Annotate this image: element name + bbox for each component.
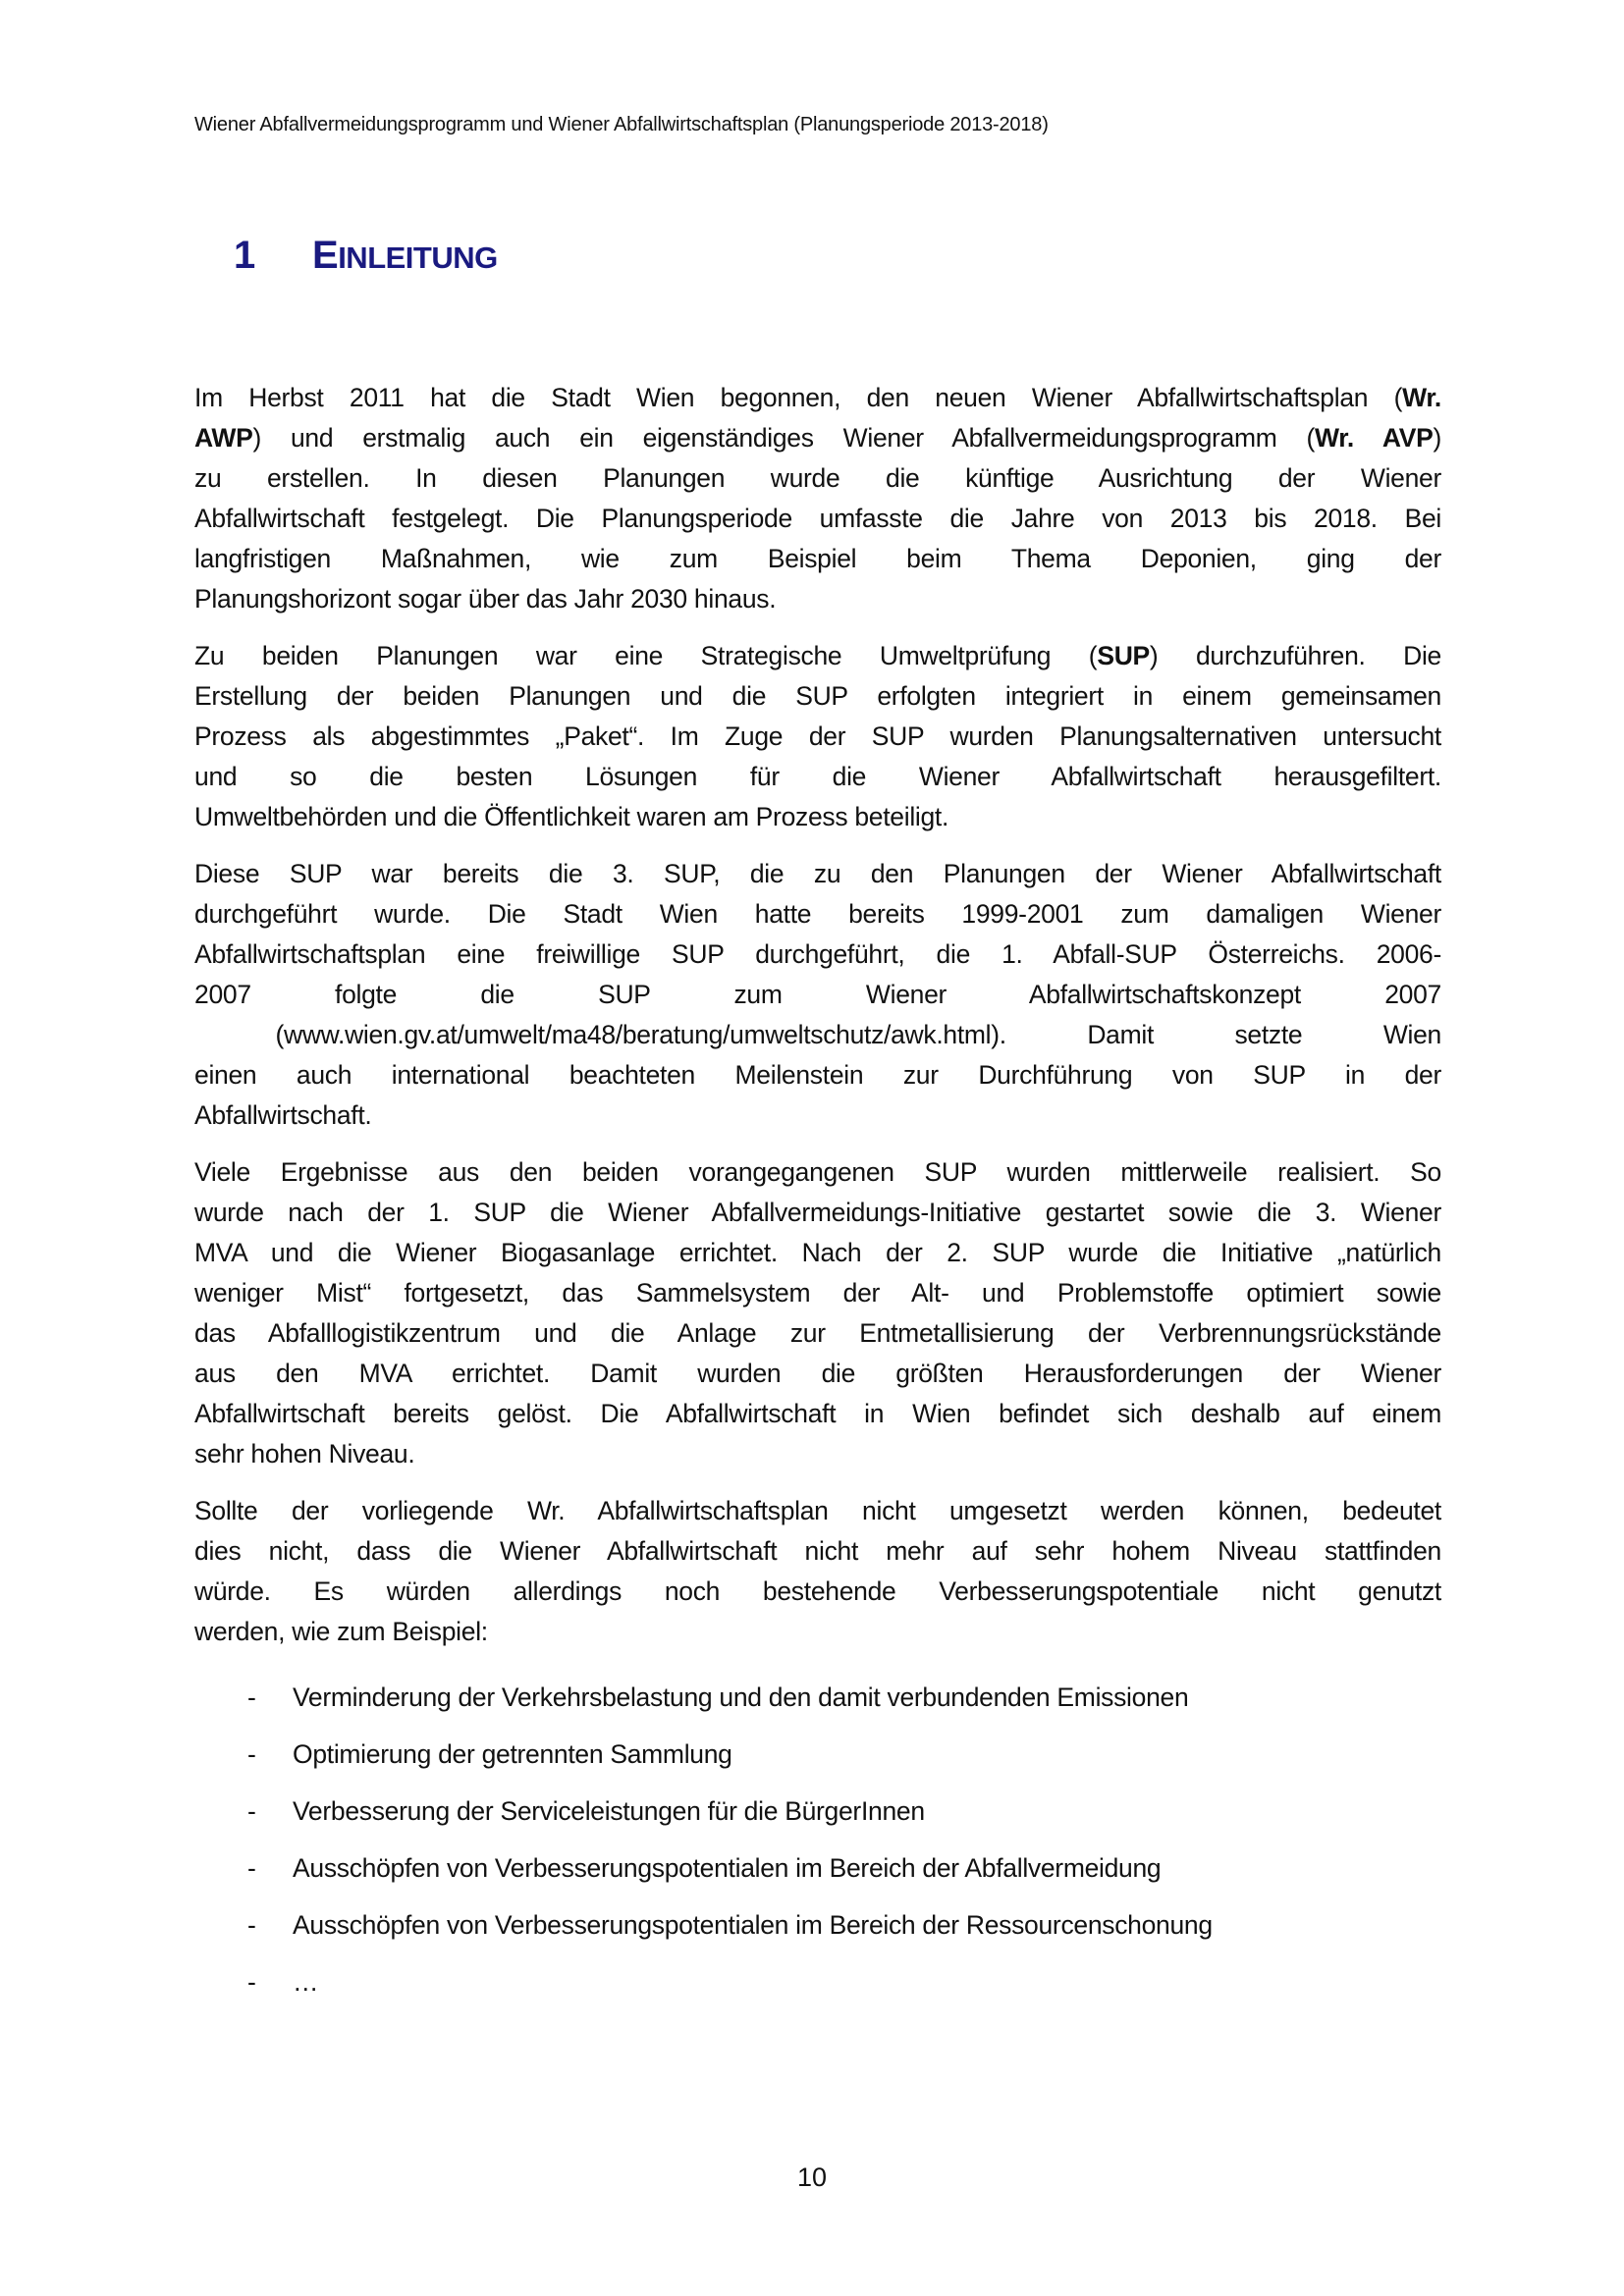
bullet-marker: - [247,1853,256,1883]
list-item [194,1726,1441,1783]
section-heading [234,234,498,278]
list-item-text: Optimierung der getrennten Sammlung [293,1739,732,1769]
paragraph-line: Im Herbst 2011 hat die Stadt Wien begonnen, den neuen Wiener Abfallwirtschaftsplan (Wr. [194,383,1441,412]
paragraph-line: sehr hohen Niveau. [194,1439,415,1468]
bullet-marker: - [247,1739,256,1769]
list-item-text: … [293,1967,319,1997]
bullet-marker: - [247,1796,256,1826]
bullet-marker: - [247,1910,256,1940]
paragraph-line: das Abfalllogistikzentrum und die Anlage zur Entmetallisierung der Verbrennungsrückstände [194,1318,1441,1348]
paragraph-line: MVA und die Wiener Biogasanlage errichtet. Nach der 2. SUP wurde die Initiative „natürlich [194,1238,1441,1267]
paragraph-line: und so die besten Lösungen für die Wiener Abfallwirtschaft herausgefiltert. [194,762,1441,791]
paragraph-line: weniger Mist“ fortgesetzt, das Sammelsystem der Alt- und Problemstoffe optimiert sowie [194,1278,1441,1308]
paragraph-line: Abfallwirtschaftsplan eine freiwillige SUP durchgeführt, die 1. Abfall-SUP Österreichs. 2006- [194,939,1441,969]
paragraph-line: Abfallwirtschaft festgelegt. Die Planungsperiode umfasste die Jahre von 2013 bis 2018. Bei [194,504,1441,533]
list-item [194,1669,1441,1726]
paragraph [194,854,1441,1136]
paragraph-line: zu erstellen. In diesen Planungen wurde die künftige Ausrichtung der Wiener [194,463,1441,493]
paragraph [194,1491,1441,1652]
paragraph-line: Prozess als abgestimmtes „Paket“. Im Zuge der SUP wurden Planungsalternativen untersucht [194,721,1441,751]
list-item [194,1840,1441,1896]
list-item [194,1953,1441,2010]
paragraph-line: 2007 folgte die SUP zum Wiener Abfallwirtschaftskonzept 2007 [194,980,1441,1009]
paragraph-line: einen auch international beachteten Meilenstein zur Durchführung von SUP in der [194,1060,1441,1090]
paragraph-line: Sollte der vorliegende Wr. Abfallwirtschaftsplan nicht umgesetzt werden können, bedeutet [194,1496,1441,1525]
list-item-text: Verminderung der Verkehrsbelastung und den damit verbundenden Emissionen [293,1682,1189,1712]
body-text [194,378,1441,2010]
paragraph [194,378,1441,619]
paragraph-line: Abfallwirtschaft bereits gelöst. Die Abfallwirtschaft in Wien befindet sich deshalb auf einem [194,1399,1441,1428]
paragraph-line: dies nicht, dass die Wiener Abfallwirtschaft nicht mehr auf sehr hohem Niveau stattfinden [194,1536,1441,1566]
paragraph-line: Planungshorizont sogar über das Jahr 2030 hinaus. [194,584,777,614]
bullet-list [194,1669,1441,2010]
paragraph-line: Zu beiden Planungen war eine Strategische Umweltprüfung (SUP) durchzuführen. Die [194,641,1441,670]
paragraph-line: Diese SUP war bereits die 3. SUP, die zu den Planungen der Wiener Abfallwirtschaft [194,859,1441,888]
paragraph-line: durchgeführt wurde. Die Stadt Wien hatte bereits 1999-2001 zum damaligen Wiener [194,899,1441,929]
paragraph-line: aus den MVA errichtet. Damit wurden die größten Herausforderungen der Wiener [194,1359,1441,1388]
bullet-marker: - [247,1967,256,1997]
paragraph-line: langfristigen Maßnahmen, wie zum Beispiel beim Thema Deponien, ging der [194,544,1441,573]
paragraph-line: würde. Es würden allerdings noch bestehende Verbesserungspotentiale nicht genutzt [194,1576,1441,1606]
paragraph-line: Abfallwirtschaft. [194,1100,372,1130]
list-item-text: Ausschöpfen von Verbesserungspotentialen im Bereich der Ressourcenschonung [293,1910,1213,1940]
paragraph-line: AWP) und erstmalig auch ein eigenständiges Wiener Abfallvermeidungsprogramm (Wr. AVP) [194,423,1442,453]
paragraph-line: wurde nach der 1. SUP die Wiener Abfallvermeidungs-Initiative gestartet sowie die 3. Wiener [194,1198,1441,1227]
paragraph-line: (www.wien.gv.at/umwelt/ma48/beratung/umweltschutz/awk.html). Damit setzte Wien [194,1020,1441,1049]
section-number: 1 [234,234,255,277]
list-item-text: Ausschöpfen von Verbesserungspotentialen im Bereich der Abfallvermeidung [293,1853,1162,1883]
paragraph-line: Erstellung der beiden Planungen und die SUP erfolgten integriert in einem gemeinsamen [194,681,1441,711]
section-title-rest: INLEITUNG [338,240,498,275]
section-title-initial: E [312,234,339,277]
paragraph-line: werden, wie zum Beispiel: [194,1617,488,1646]
list-item [194,1896,1441,1953]
list-item [194,1783,1441,1840]
page-number: 10 [796,2163,828,2192]
paragraph-line: Viele Ergebnisse aus den beiden vorangegangenen SUP wurden mittlerweile realisiert. So [194,1157,1441,1187]
paragraph-line: Umweltbehörden und die Öffentlichkeit waren am Prozess beteiligt. [194,802,949,831]
running-header: Wiener Abfallvermeidungsprogramm und Wiener Abfallwirtschaftsplan (Planungsperiode 2013-2018) [194,114,1049,135]
paragraph [194,636,1441,837]
bullet-marker: - [247,1682,256,1712]
list-item-text: Verbesserung der Serviceleistungen für die BürgerInnen [293,1796,925,1826]
paragraph [194,1152,1441,1474]
